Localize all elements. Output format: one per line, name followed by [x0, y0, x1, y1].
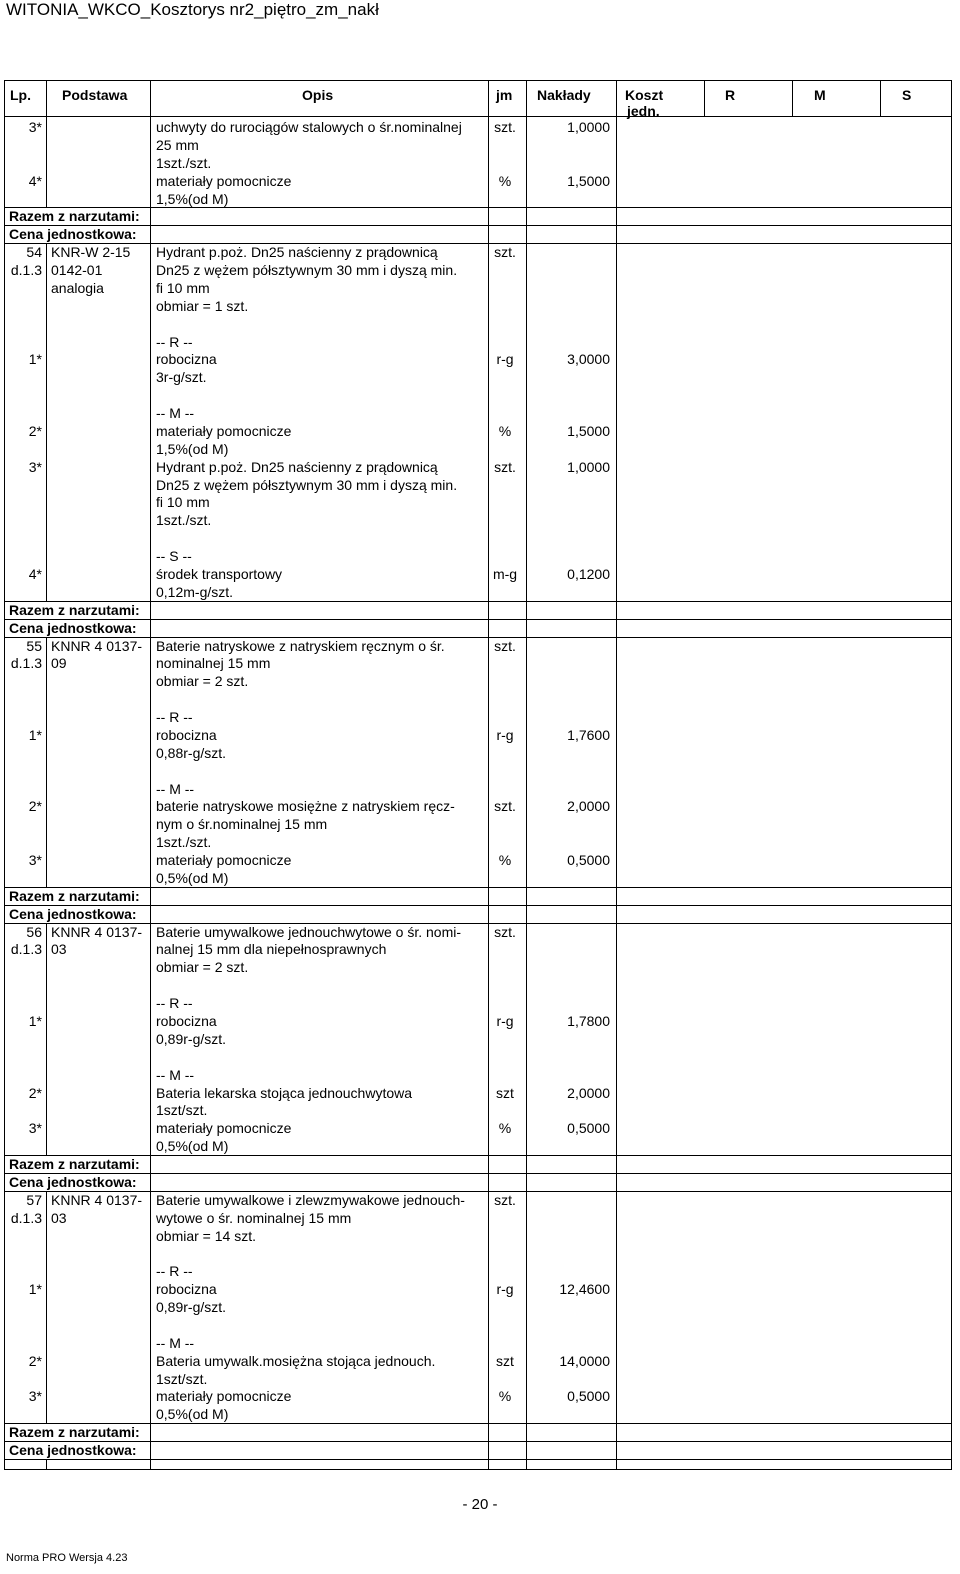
- item-opis: materiały pomocnicze: [156, 852, 292, 869]
- row-divider: [4, 887, 952, 888]
- item-opis: materiały pomocnicze: [156, 1120, 292, 1137]
- item-lp: 54: [26, 244, 42, 261]
- column-divider: [616, 887, 617, 905]
- item-opis: Baterie umywalkowe i zlewzmywakowe jednouch-: [156, 1191, 465, 1208]
- column-divider: [488, 80, 489, 116]
- item-opis: 0,89r-g/szt.: [156, 1030, 227, 1047]
- column-divider: [488, 905, 489, 923]
- razem-z-narzutami-label: Razem z narzutami:: [9, 1156, 140, 1173]
- table-right-border: [951, 80, 952, 1470]
- item-opis: obmiar = 14 szt.: [156, 1227, 256, 1244]
- column-divider: [526, 1155, 527, 1173]
- item-naklady: 1,5000: [567, 422, 610, 439]
- column-divider: [526, 1423, 527, 1441]
- header-lp: Lp.: [10, 87, 31, 103]
- table-top-border: [4, 80, 952, 81]
- table-left-border: [4, 80, 5, 1470]
- column-divider: [488, 887, 489, 905]
- header-koszt: Koszt: [625, 87, 664, 103]
- item-lp: 4*: [28, 172, 42, 189]
- column-divider: [616, 1441, 617, 1459]
- column-divider: [616, 601, 617, 619]
- column-divider: [526, 116, 527, 207]
- item-naklady: 0,5000: [567, 1388, 610, 1405]
- column-divider: [46, 1459, 47, 1469]
- column-divider: [46, 637, 47, 887]
- column-divider: [526, 1191, 527, 1423]
- item-naklady: 1,7600: [567, 726, 610, 743]
- column-divider: [150, 1173, 151, 1191]
- item-opis: materiały pomocnicze: [156, 422, 292, 439]
- item-naklady: 2,0000: [567, 1084, 610, 1101]
- header-jm: jm: [496, 87, 513, 103]
- column-divider: [150, 923, 151, 1155]
- column-divider: [46, 116, 47, 207]
- column-divider: [616, 225, 617, 243]
- item-jm: szt.: [494, 923, 516, 940]
- row-divider: [4, 1155, 952, 1156]
- item-opis: -- S --: [156, 548, 192, 565]
- item-opis: Baterie umywalkowe jednouchwytowe o śr. nomi-: [156, 923, 462, 940]
- item-opis: środek transportowy: [156, 566, 283, 582]
- item-podstawa: KNR-W 2-15: [51, 244, 131, 261]
- item-lp: 3*: [28, 852, 42, 869]
- item-lp: 57: [26, 1191, 42, 1208]
- razem-z-narzutami-label: Razem z narzutami:: [9, 601, 140, 618]
- item-naklady: 0,5000: [567, 1120, 610, 1137]
- column-divider: [150, 116, 151, 207]
- column-divider: [46, 923, 47, 1155]
- header-m: M: [814, 87, 826, 103]
- item-podstawa: KNNR 4 0137-: [51, 923, 143, 940]
- item-jm: %: [498, 852, 512, 869]
- column-divider: [488, 225, 489, 243]
- header-podstawa: Podstawa: [62, 87, 128, 103]
- column-divider: [526, 207, 527, 225]
- column-divider: [526, 601, 527, 619]
- item-opis: -- R --: [156, 1263, 193, 1280]
- item-naklady: 1,5000: [567, 172, 610, 189]
- item-naklady: 2,0000: [567, 798, 610, 815]
- item-jm: %: [498, 422, 512, 439]
- item-lp: 2*: [28, 422, 42, 439]
- item-lp: 2*: [28, 798, 42, 815]
- footer-version: Norma PRO Wersja 4.23: [6, 1552, 128, 1564]
- cena-jednostkowa-label: Cena jednostkowa:: [9, 1173, 137, 1190]
- item-opis: Dn25 z wężem półsztywnym 30 mm i dyszą min.: [156, 476, 458, 493]
- column-divider: [150, 1459, 151, 1469]
- column-divider: [150, 243, 151, 601]
- column-divider: [526, 619, 527, 637]
- item-opis: nalnej 15 mm dla niepełnosprawnych: [156, 941, 387, 958]
- column-divider: [880, 80, 881, 116]
- column-divider: [488, 637, 489, 887]
- column-divider: [616, 207, 617, 225]
- column-divider: [526, 243, 527, 601]
- item-opis: Hydrant p.poż. Dn25 naścienny z prądownicą: [156, 458, 438, 475]
- item-opis: -- R --: [156, 333, 193, 350]
- item-opis: robocizna: [156, 726, 217, 743]
- item-jm: %: [498, 172, 512, 189]
- column-divider: [616, 1459, 617, 1469]
- item-lp: 3*: [28, 458, 42, 475]
- cena-jednostkowa-label: Cena jednostkowa:: [9, 226, 137, 243]
- column-divider: [150, 905, 151, 923]
- row-divider: [4, 905, 952, 906]
- item-opis: 0,5%(od M): [156, 1406, 229, 1423]
- column-divider: [526, 1441, 527, 1459]
- page-number: - 20 -: [462, 1496, 498, 1513]
- row-divider: [4, 923, 952, 924]
- item-opis: Hydrant p.poż. Dn25 naścienny z prądownicą: [156, 244, 438, 261]
- row-divider: [4, 1423, 952, 1424]
- column-divider: [46, 243, 47, 601]
- item-naklady: 12,4600: [559, 1281, 610, 1298]
- column-divider: [488, 1459, 489, 1469]
- item-opis: 0,5%(od M): [156, 1138, 229, 1155]
- item-opis: 0,5%(od M): [156, 869, 229, 886]
- column-divider: [704, 80, 705, 116]
- item-opis: -- R --: [156, 995, 193, 1012]
- column-divider: [616, 116, 617, 207]
- razem-z-narzutami-label: Razem z narzutami:: [9, 208, 140, 225]
- item-opis: -- M --: [156, 1066, 195, 1083]
- item-opis: 3r-g/szt.: [156, 369, 207, 386]
- column-divider: [150, 601, 151, 619]
- column-divider: [526, 80, 527, 116]
- razem-z-narzutami-label: Razem z narzutami:: [9, 1424, 140, 1441]
- cena-jednostkowa-label: Cena jednostkowa:: [9, 1442, 137, 1459]
- razem-z-narzutami-label: Razem z narzutami:: [9, 887, 140, 904]
- column-divider: [150, 225, 151, 243]
- column-divider: [616, 905, 617, 923]
- item-opis: Dn25 z wężem półsztywnym 30 mm i dyszą min.: [156, 262, 458, 279]
- row-divider: [4, 243, 952, 244]
- column-divider: [488, 601, 489, 619]
- row-divider: [4, 1441, 952, 1442]
- column-divider: [616, 1173, 617, 1191]
- column-divider: [488, 1441, 489, 1459]
- column-divider: [526, 225, 527, 243]
- header-koszt-jedn: jedn.: [627, 103, 660, 119]
- item-opis: -- M --: [156, 1334, 195, 1351]
- item-opis: 1szt./szt.: [156, 512, 212, 529]
- column-divider: [488, 1173, 489, 1191]
- column-divider: [616, 1423, 617, 1441]
- item-opis: Baterie natryskowe z natryskiem ręcznym o śr.: [156, 637, 445, 654]
- row-divider: [4, 1191, 952, 1192]
- item-opis: 0,12m-g/szt.: [156, 583, 234, 600]
- item-opis: nominalnej 15 mm: [156, 655, 271, 672]
- column-divider: [526, 637, 527, 887]
- item-jm: szt.: [494, 458, 516, 475]
- column-divider: [488, 619, 489, 637]
- column-divider: [526, 923, 527, 1155]
- item-lp: 3*: [28, 1388, 42, 1405]
- header-r: R: [725, 87, 736, 103]
- item-naklady: 3,0000: [567, 351, 610, 368]
- item-lp: 56: [26, 923, 42, 940]
- item-podstawa: 03: [51, 1209, 67, 1226]
- item-jm: szt.: [494, 244, 516, 261]
- column-divider: [792, 80, 793, 116]
- item-opis: uchwyty do rurociągów stalowych o śr.nominalnej: [156, 119, 462, 135]
- item-jm: szt: [496, 1352, 514, 1369]
- document-title: WITONIA_WKCO_Kosztorys nr2_piętro_zm_nakł: [6, 0, 379, 19]
- column-divider: [488, 243, 489, 601]
- column-divider: [150, 207, 151, 225]
- item-opis: 1szt./szt.: [156, 834, 212, 851]
- column-divider: [526, 887, 527, 905]
- item-lp: 4*: [28, 566, 42, 582]
- column-divider: [488, 116, 489, 207]
- item-lp: d.1.3: [10, 655, 42, 672]
- header-bottom-rule: [4, 116, 952, 117]
- column-divider: [488, 1155, 489, 1173]
- item-lp: 1*: [28, 1281, 42, 1298]
- header-s: S: [902, 87, 912, 103]
- item-opis: wytowe o śr. nominalnej 15 mm: [156, 1209, 352, 1226]
- item-opis: robocizna: [156, 351, 217, 368]
- item-lp: 1*: [28, 726, 42, 743]
- item-jm: szt.: [494, 1191, 516, 1208]
- row-divider: [4, 1459, 952, 1460]
- table-bottom-border: [4, 1469, 952, 1470]
- item-opis: 1szt/szt.: [156, 1102, 208, 1119]
- column-divider: [150, 637, 151, 887]
- column-divider: [616, 243, 617, 601]
- item-opis: 1,5%(od M): [156, 190, 229, 207]
- item-opis: fi 10 mm: [156, 494, 210, 511]
- header-naklady: Nakłady: [537, 87, 591, 103]
- item-podstawa: 03: [51, 941, 67, 958]
- item-naklady: 1,0000: [567, 458, 610, 475]
- item-opis: -- M --: [156, 405, 195, 422]
- item-naklady: 14,0000: [559, 1352, 610, 1369]
- column-divider: [150, 887, 151, 905]
- item-podstawa: KNNR 4 0137-: [51, 1191, 143, 1208]
- item-jm: szt.: [494, 637, 516, 654]
- item-opis: Bateria umywalk.mosiężna stojąca jednouch.: [156, 1352, 436, 1369]
- item-opis: 0,88r-g/szt.: [156, 744, 227, 761]
- column-divider: [150, 619, 151, 637]
- cena-jednostkowa-label: Cena jednostkowa:: [9, 905, 137, 922]
- item-opis: materiały pomocnicze: [156, 172, 292, 189]
- column-divider: [46, 80, 47, 116]
- item-podstawa: KNNR 4 0137-: [51, 637, 143, 654]
- item-opis: nym o śr.nominalnej 15 mm: [156, 816, 328, 833]
- item-jm: m-g: [492, 566, 518, 582]
- cost-estimate-table: [4, 80, 952, 1470]
- item-opis: 0,89r-g/szt.: [156, 1299, 227, 1316]
- item-lp: d.1.3: [10, 941, 42, 958]
- item-opis: 1szt./szt.: [156, 154, 212, 171]
- column-divider: [526, 1459, 527, 1469]
- header-opis: Opis: [302, 87, 334, 103]
- column-divider: [616, 619, 617, 637]
- column-divider: [526, 905, 527, 923]
- item-jm: r-g: [496, 1013, 514, 1029]
- item-lp: d.1.3: [10, 262, 42, 279]
- item-jm: szt.: [494, 119, 516, 135]
- column-divider: [488, 1423, 489, 1441]
- item-opis: obmiar = 2 szt.: [156, 959, 249, 976]
- item-opis: Bateria lekarska stojąca jednouchwytowa: [156, 1084, 413, 1101]
- item-opis: -- R --: [156, 709, 193, 726]
- item-jm: r-g: [496, 351, 514, 368]
- column-divider: [150, 1441, 151, 1459]
- item-jm: szt: [496, 1084, 514, 1101]
- item-opis: -- M --: [156, 780, 195, 797]
- item-opis: 1,5%(od M): [156, 440, 229, 457]
- column-divider: [488, 923, 489, 1155]
- item-jm: %: [498, 1120, 512, 1137]
- column-divider: [150, 80, 151, 116]
- row-divider: [4, 225, 952, 226]
- item-lp: 3*: [28, 119, 42, 135]
- column-divider: [616, 923, 617, 1155]
- item-opis: 25 mm: [156, 136, 199, 153]
- item-lp: 2*: [28, 1352, 42, 1369]
- column-divider: [616, 637, 617, 887]
- item-lp: 1*: [28, 351, 42, 368]
- item-lp: 1*: [28, 1013, 42, 1029]
- item-lp: 55: [26, 637, 42, 654]
- column-divider: [488, 1191, 489, 1423]
- item-naklady: 1,7800: [567, 1013, 610, 1029]
- row-divider: [4, 207, 952, 208]
- column-divider: [150, 1191, 151, 1423]
- column-divider: [150, 1423, 151, 1441]
- column-divider: [616, 1191, 617, 1423]
- item-jm: r-g: [496, 1281, 514, 1298]
- item-opis: robocizna: [156, 1013, 217, 1029]
- row-divider: [4, 601, 952, 602]
- item-lp: 3*: [28, 1120, 42, 1137]
- item-podstawa: analogia: [51, 279, 104, 296]
- row-divider: [4, 619, 952, 620]
- item-jm: szt.: [494, 798, 516, 815]
- row-divider: [4, 1173, 952, 1174]
- cena-jednostkowa-label: Cena jednostkowa:: [9, 619, 137, 636]
- column-divider: [616, 80, 617, 116]
- item-opis: 1szt/szt.: [156, 1370, 208, 1387]
- item-naklady: 1,0000: [567, 119, 610, 135]
- item-podstawa: 09: [51, 655, 67, 672]
- item-opis: obmiar = 2 szt.: [156, 673, 249, 690]
- row-divider: [4, 637, 952, 638]
- item-lp: d.1.3: [10, 1209, 42, 1226]
- item-podstawa: 0142-01: [51, 262, 103, 279]
- item-jm: r-g: [496, 726, 514, 743]
- item-opis: baterie natryskowe mosiężne z natryskiem ręcz-: [156, 798, 455, 815]
- item-naklady: 0,5000: [567, 852, 610, 869]
- item-lp: 2*: [28, 1084, 42, 1101]
- item-opis: obmiar = 1 szt.: [156, 297, 249, 314]
- item-opis: robocizna: [156, 1281, 217, 1298]
- item-opis: fi 10 mm: [156, 279, 210, 296]
- item-jm: %: [498, 1388, 512, 1405]
- column-divider: [150, 1155, 151, 1173]
- column-divider: [488, 207, 489, 225]
- column-divider: [526, 1173, 527, 1191]
- column-divider: [46, 1191, 47, 1423]
- item-opis: materiały pomocnicze: [156, 1388, 292, 1405]
- column-divider: [616, 1155, 617, 1173]
- item-naklady: 0,1200: [567, 566, 610, 582]
